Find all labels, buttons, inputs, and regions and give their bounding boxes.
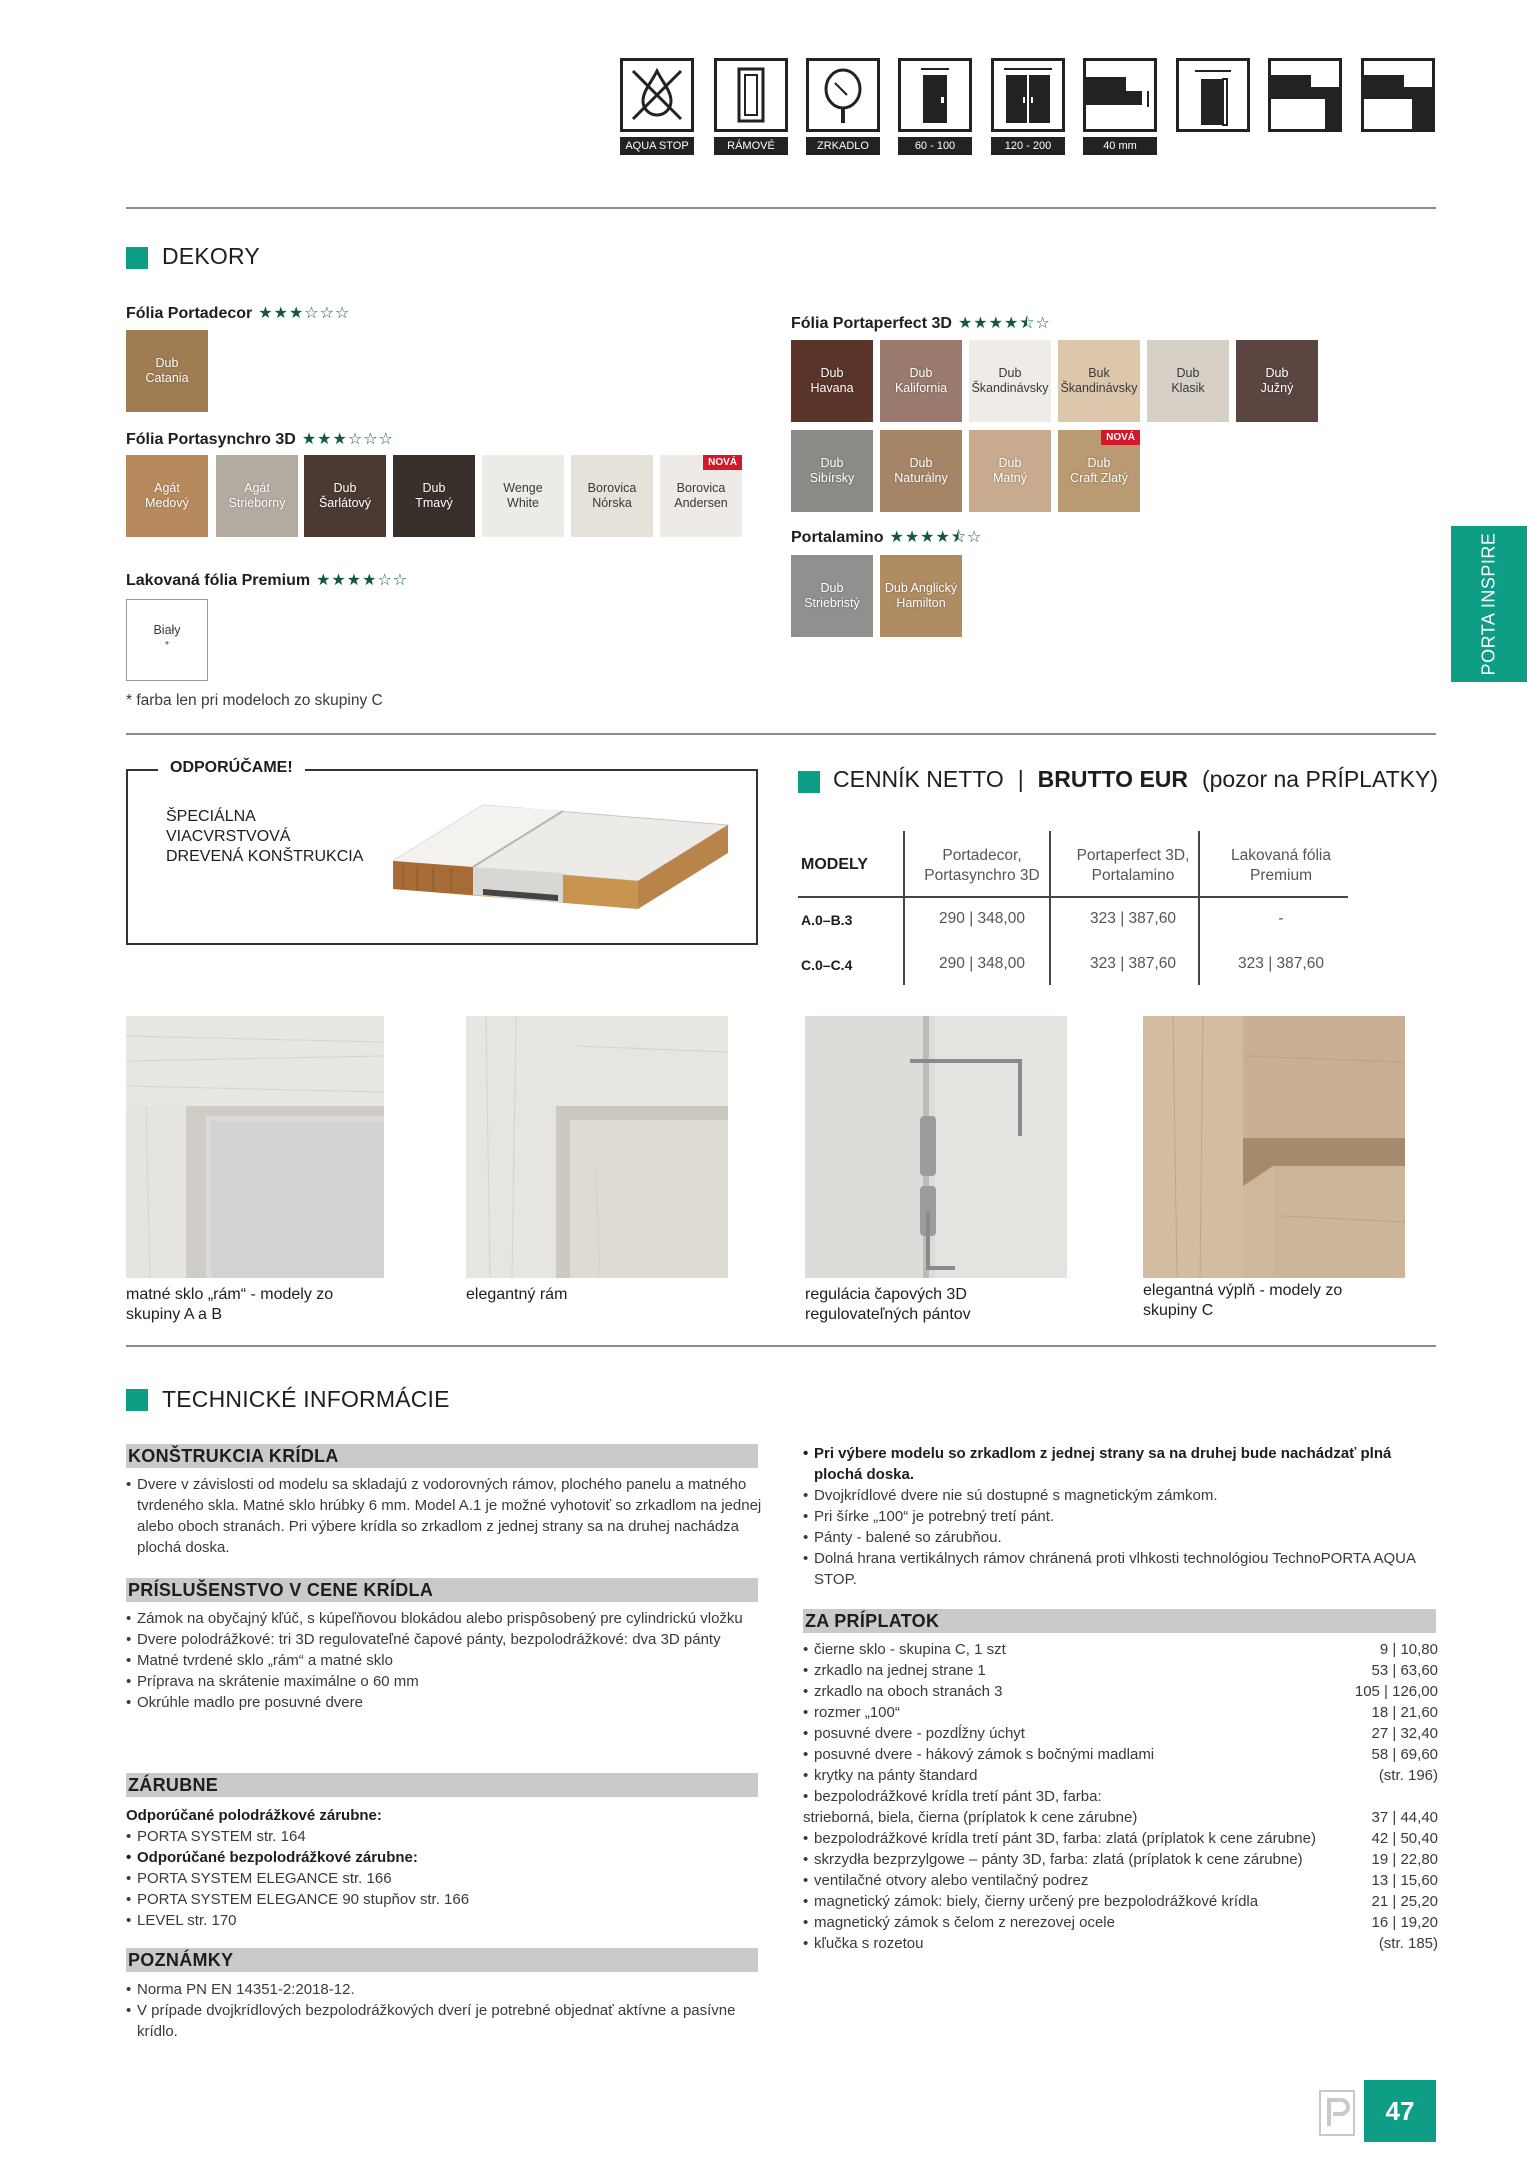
surcharge-row: • zrkadlo na oboch stranách 3 105 | 126,00 — [803, 1683, 1438, 1700]
portasynchro-title: Fólia Portasynchro 3D ★★★☆☆☆ — [126, 431, 394, 448]
swatch-bialy[interactable]: Biały * — [126, 599, 208, 681]
row-model: C.0–C.4 — [801, 957, 853, 973]
swatch-label: Dub Sibírsky — [809, 456, 855, 485]
swatch-dub-šarlátový[interactable] — [304, 455, 386, 537]
surcharge-label: kľučka s rozetou — [814, 1935, 924, 1952]
surcharge-price: 16 | 19,20 — [1371, 1914, 1438, 1931]
swatch-dub-kalifornia[interactable] — [880, 340, 962, 422]
feature-caption: RÁMOVÉ — [714, 137, 788, 155]
frameless-door-icon — [1176, 58, 1250, 132]
swatch-wenge-white[interactable] — [482, 455, 564, 537]
col-header-lakovana: Lakovaná fólia Premium — [1231, 847, 1331, 884]
pricing-title: CENNÍK NETTO | BRUTTO EUR (pozor na PRÍPLATKY) — [833, 766, 1438, 792]
surcharge-label: čierne sklo - skupina C, 1 szt — [814, 1641, 1006, 1658]
surcharge-price: 42 | 50,40 — [1371, 1830, 1438, 1847]
swatch-agát-strieborný[interactable] — [216, 455, 298, 537]
surcharge-price: 21 | 25,20 — [1371, 1893, 1438, 1910]
swatch-dub-naturálny[interactable] — [880, 430, 962, 512]
surcharge-row: • bezpolodrážkové krídla tretí pánt 3D, farba: zlatá (príplatok k cene zárubne) 42 | 50,40 — [803, 1830, 1438, 1847]
surcharge-label: posuvné dvere - hákový zámok s bočnými madlami — [814, 1746, 1155, 1763]
surcharge-row: • magnetický zámok s čelom z nerezovej ocele 16 | 19,20 — [803, 1914, 1438, 1931]
new-badge: NOVÁ — [1101, 430, 1140, 445]
feature-caption: 120 - 200 — [991, 137, 1065, 155]
surcharge-row: • čierne sklo - skupina C, 1 szt 9 | 10,80 — [803, 1641, 1438, 1658]
mirror-icon — [806, 58, 880, 132]
section-marker — [798, 771, 820, 793]
list-item: • Príprava na skrátenie maximálne o 60 mm — [126, 1671, 766, 1692]
top-divider — [126, 207, 1436, 209]
surcharge-label: krytky na pánty štandard — [814, 1767, 978, 1784]
portaperfect-title: Fólia Portaperfect 3D ★★★★⯪☆ — [791, 315, 1051, 332]
surcharge-label: bezpolodrážkové krídla tretí pánt 3D, farba: — [814, 1788, 1102, 1805]
swatch-label: Dub Tmavý — [415, 481, 453, 510]
feature-flush-door — [1361, 58, 1435, 132]
swatch-dub-craft-zlatý[interactable] — [1058, 430, 1140, 512]
list-item: • Matné tvrdené sklo „rám“ a matné sklo — [126, 1650, 766, 1671]
swatch-dub-sibírsky[interactable] — [791, 430, 873, 512]
surcharge-price: 13 | 15,60 — [1371, 1872, 1438, 1889]
feature-caption: 60 - 100 — [898, 137, 972, 155]
feature-caption: 40 mm — [1083, 137, 1157, 155]
prislusenstvo-list — [126, 1608, 766, 1713]
feature-rebated-door — [1268, 58, 1342, 132]
surcharge-label: rozmer „100“ — [814, 1704, 900, 1721]
surcharge-label: ventilačné otvory alebo ventilačný podrez — [814, 1872, 1089, 1889]
swatch-agát-medový[interactable] — [126, 455, 208, 537]
surcharge-label: zrkadlo na jednej strane 1 — [814, 1662, 986, 1679]
bar-poznamky: POZNÁMKY — [126, 1948, 758, 1972]
surcharge-row: • magnetický zámok: biely, čierny určený pre bezpolodrážkové krídla 21 | 25,20 — [803, 1893, 1438, 1910]
poznamky-list: • Norma PN EN 14351-2:2018-12. • V prípade dvojkrídlových bezpolodrážkových dverí je potrebné objednať aktívne a pasívne krídlo. — [126, 1979, 766, 2042]
swatch-dub-klasik[interactable] — [1147, 340, 1229, 422]
bar-konstrukcia: KONŠTRUKCIA KRÍDLA — [126, 1444, 758, 1468]
recommend-text: ŠPECIÁLNA VIACVRSTVOVÁ DREVENÁ KONŠTRUKCIA — [166, 808, 364, 865]
tech-title: TECHNICKÉ INFORMÁCIE — [162, 1386, 450, 1412]
swatch-label: Dub Kalifornia — [894, 366, 948, 395]
surcharge-row: • rozmer „100“ 18 | 21,60 — [803, 1704, 1438, 1721]
bar-prislusenstvo: PRÍSLUŠENSTVO V CENE KRÍDLA — [126, 1578, 758, 1602]
construction-cross-section-image — [393, 791, 733, 931]
section-marker — [126, 247, 148, 269]
swatch-label: Borovica Nórska — [587, 481, 637, 510]
flush-door-icon — [1361, 58, 1435, 132]
surcharge-price: 58 | 69,60 — [1371, 1746, 1438, 1763]
single-door-width-icon — [898, 58, 972, 132]
swatch-label: Dub Južný — [1260, 366, 1294, 395]
zarubne-list: Odporúčané polodrážkové zárubne: • PORTA SYSTEM str. 164 • Odporúčané bezpolodrážkové zárubne: • PORTA SYSTEM ELEGANCE str. 166 • PORTA SYSTEM ELEGANCE 90 stupňov str. 166 • LEVEL str. 170 — [126, 1805, 766, 1931]
bar-priplatok: ZA PRÍPLATOK — [803, 1609, 1436, 1633]
swatch-label: Buk Škandinávsky — [1060, 366, 1138, 395]
swatch-dub-škandinávsky[interactable] — [969, 340, 1051, 422]
list-item: • Zámok na obyčajný kľúč, s kúpeľňovou blokádou alebo prispôsobený pre cylindrickú vložku — [126, 1608, 766, 1629]
swatch-dub-havana[interactable] — [791, 340, 873, 422]
price-cell: - — [1278, 910, 1284, 927]
photo-elegantna-vypln — [1143, 1016, 1405, 1278]
feature-caption: AQUA STOP — [620, 137, 694, 155]
feature-frame-door — [714, 58, 788, 155]
feature-aqua-stop — [620, 58, 694, 155]
surcharge-label: magnetický zámok s čelom z nerezovej ocele — [814, 1914, 1115, 1931]
price-cell: 323 | 387,60 — [1090, 955, 1176, 972]
surcharge-row: • ventilačné otvory alebo ventilačný podrez 13 | 15,60 — [803, 1872, 1438, 1889]
swatch-dub-tmavý[interactable] — [393, 455, 475, 537]
swatch-label: Wenge White — [503, 481, 543, 510]
swatch-label: Dub Striebristý — [804, 581, 860, 610]
right-notes: • Pri výbere modelu so zrkadlom z jednej strany sa na druhej bude nachádzať plná plochá doska. • Dvojkrídlové dvere nie sú dostupné s magnetickým zámkom. • Pri šírke „100“ je potrebný tretí pánt. • Pánty - balené so zárubňou. • Dolná hrana vertikálnych rámov chránená proti vlhkosti technológiou TechnoPORTA AQUA STOP. — [803, 1443, 1438, 1590]
photo-matne-sklo — [126, 1016, 384, 1278]
surcharge-price: (str. 196) — [1378, 1767, 1438, 1784]
swatch-borovica-andersen[interactable] — [660, 455, 742, 537]
table-divider — [903, 831, 905, 985]
photo-caption: elegantná výplň - modely zo skupiny C — [1143, 1282, 1343, 1319]
row-model: A.0–B.3 — [801, 912, 853, 928]
swatch-label: Agát Strieborný — [228, 481, 286, 510]
col-header-portaperfect: Portaperfect 3D, Portalamino — [1076, 847, 1190, 884]
swatch-buk-škandinávsky[interactable] — [1058, 340, 1140, 422]
bar-zarubne: ZÁRUBNE — [126, 1773, 758, 1797]
swatch-dub-matný[interactable] — [969, 430, 1051, 512]
swatch-label: Dub Anglický Hamilton — [884, 581, 958, 610]
swatch-label: Dub Škandinávsky — [971, 366, 1049, 395]
swatch-label: Dub Catania — [145, 356, 189, 385]
swatch-label: Borovica Andersen — [674, 481, 728, 510]
new-badge: NOVÁ — [703, 455, 742, 470]
feature-frameless-door — [1176, 58, 1250, 132]
swatch-dub-anglický-hamilton[interactable] — [880, 555, 962, 637]
price-cell: 323 | 387,60 — [1090, 910, 1176, 927]
dekory-divider — [126, 733, 1436, 735]
portadecor-title: Fólia Portadecor ★★★☆☆☆ — [126, 305, 351, 322]
section-marker — [126, 1389, 148, 1411]
swatch-label: Dub Naturálny — [894, 456, 948, 485]
surcharge-label: strieborná, biela, čierna (príplatok k cene zárubne) — [803, 1809, 1138, 1826]
aqua-stop-icon — [620, 58, 694, 132]
models-label: MODELY — [801, 856, 868, 873]
feature-mirror — [806, 58, 880, 155]
portalamino-title: Portalamino ★★★★⯪☆ — [791, 529, 983, 546]
swatch-dub-striebristý[interactable] — [791, 555, 873, 637]
surcharge-price: 18 | 21,60 — [1371, 1704, 1438, 1721]
feature-door-thickness — [1083, 58, 1157, 155]
surcharge-label: skrzydła bezprzylgowe – pánty 3D, farba: zlatá (príplatok k cene zárubne) — [814, 1851, 1303, 1868]
surcharge-label: bezpolodrážkové krídla tretí pánt 3D, farba: zlatá (príplatok k cene zárubne) — [814, 1830, 1316, 1847]
swatch-label: Dub Klasik — [1171, 366, 1205, 395]
surcharge-price: 37 | 44,40 — [1371, 1809, 1438, 1826]
recommend-title: ODPORÚČAME! — [158, 759, 305, 777]
surcharge-price: 27 | 32,40 — [1371, 1725, 1438, 1742]
table-header-line — [798, 896, 1348, 898]
dekory-title: DEKORY — [162, 243, 260, 269]
swatch-label: Dub Craft Zlatý — [1070, 456, 1128, 485]
swatch-label: Agát Medový — [145, 481, 189, 510]
surcharge-price: 19 | 22,80 — [1371, 1851, 1438, 1868]
surcharge-row: • skrzydła bezprzylgowe – pánty 3D, farba: zlatá (príplatok k cene zárubne) 19 | 22,80 — [803, 1851, 1438, 1868]
surcharge-row: • zrkadlo na jednej strane 1 53 | 63,60 — [803, 1662, 1438, 1679]
list-item: • Dvere polodrážkové: tri 3D regulovateľné čapové pánty, bezpolodrážkové: dva 3D pánty — [126, 1629, 766, 1650]
rebated-door-icon — [1268, 58, 1342, 132]
surcharge-row: • kľučka s rozetou (str. 185) — [803, 1935, 1438, 1952]
surcharge-row — [803, 1807, 1438, 1828]
photo-caption: regulácia čapových 3D regulovateľných pántov — [805, 1286, 971, 1323]
double-door-width-icon — [991, 58, 1065, 132]
swatch-label: Dub Havana — [810, 366, 854, 395]
surcharge-row: • posuvné dvere - hákový zámok s bočnými madlami 58 | 69,60 — [803, 1746, 1438, 1763]
swatch-label: Dub Matný — [992, 456, 1028, 485]
feature-double-door-width — [991, 58, 1065, 155]
surcharge-label: zrkadlo na oboch stranách 3 — [814, 1683, 1003, 1700]
swatch-dub-catania[interactable] — [126, 330, 208, 412]
priplatok-list — [803, 1639, 1438, 1954]
page-number: 47 — [1364, 2080, 1436, 2142]
surcharge-price: 53 | 63,60 — [1371, 1662, 1438, 1679]
porta-logo-icon — [1319, 2090, 1355, 2136]
konstrukcia-text: • Dvere v závislosti od modelu sa skladajú z vodorovných rámov, plochého panelu a matného tvrdeného skla. Matné sklo hrúbky 6 mm. Model A.1 je možné vyhotoviť so zrkadlom na jednej alebo oboch stranách. Pri výbere krídla so zrkadlom z jednej strany sa na druhej nachádza plochá doska. — [126, 1474, 766, 1558]
surcharge-row: • bezpolodrážkové krídla tretí pánt 3D, farba: — [803, 1788, 1102, 1805]
surcharge-price: 9 | 10,80 — [1379, 1641, 1438, 1658]
photos-divider — [126, 1345, 1436, 1347]
feature-single-door-width — [898, 58, 972, 155]
frame-door-icon — [714, 58, 788, 132]
feature-caption: ZRKADLO — [806, 137, 880, 155]
photo-caption: elegantný rám — [466, 1286, 568, 1303]
photo-elegantny-ram — [466, 1016, 728, 1278]
photo-panty — [805, 1016, 1067, 1278]
surcharge-price: 105 | 126,00 — [1354, 1683, 1438, 1700]
col-header-portadecor: Portadecor, Portasynchro 3D — [924, 847, 1040, 884]
list-item: • Okrúhle madlo pre posuvné dvere — [126, 1692, 766, 1713]
swatch-borovica-nórska[interactable] — [571, 455, 653, 537]
surcharge-row: • posuvné dvere - pozdĺžny úchyt 27 | 32,40 — [803, 1725, 1438, 1742]
photo-caption: matné sklo „rám“ - modely zo skupiny A a B — [126, 1286, 334, 1323]
price-cell: 290 | 348,00 — [939, 910, 1025, 927]
surcharge-price: (str. 185) — [1378, 1935, 1438, 1952]
surcharge-row: • krytky na pánty štandard (str. 196) — [803, 1767, 1438, 1784]
recommend-box — [126, 759, 758, 945]
price-cell: 323 | 387,60 — [1238, 955, 1324, 972]
door-thickness-icon — [1083, 58, 1157, 132]
swatch-label: Dub Šarlátový — [318, 481, 372, 510]
surcharge-label: magnetický zámok: biely, čierny určený pre bezpolodrážkové krídla — [814, 1893, 1259, 1910]
surcharge-label: posuvné dvere - pozdĺžny úchyt — [814, 1725, 1025, 1742]
lakovana-title: Lakovaná fólia Premium ★★★★☆☆ — [126, 572, 409, 589]
price-cell: 290 | 348,00 — [939, 955, 1025, 972]
dekory-footnote: * farba len pri modeloch zo skupiny C — [126, 692, 383, 709]
side-tab-porta-inspire[interactable]: PORTA INSPIRE — [1451, 526, 1527, 682]
swatch-dub-južný[interactable] — [1236, 340, 1318, 422]
